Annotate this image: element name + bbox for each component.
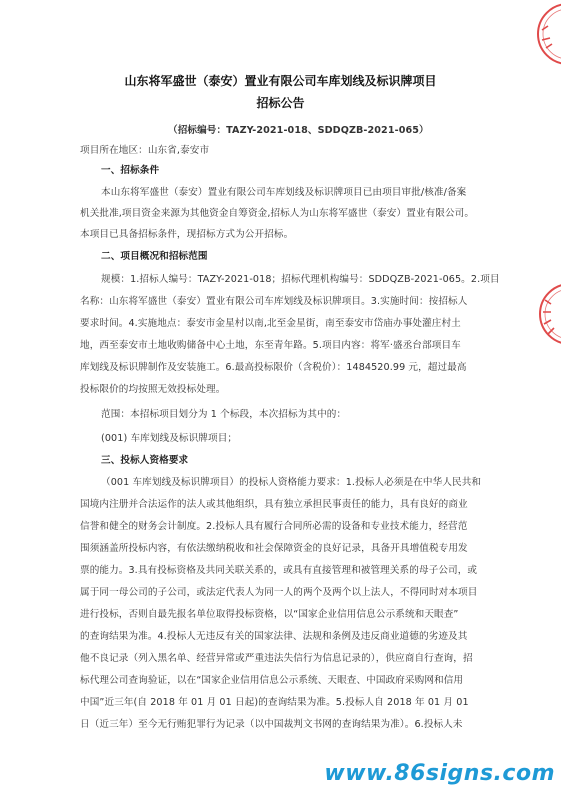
document-subtitle: 招标公告 [256, 96, 305, 110]
section3-line: 进行投标，否则自最先报名单位取得投标资格，以“国家企业信用信息公示系统和天眼查” [80, 609, 459, 620]
section2-heading: 二、项目概况和招标范围 [101, 251, 208, 262]
section3-line: 围须涵盖所投标内容，有依法缴纳税收和社会保障资金的良好记录，具备开具增值税专用发 [80, 543, 468, 554]
section3-line: 国境内注册并合法运作的法人或其他组织，具有独立承担民事责任的能力，具有良好的商业 [80, 499, 468, 510]
section3-line: 标代理公司查询验证，以在“国家企业信用信息公示系统、天眼查、中国政府采购网和信用 [80, 675, 464, 686]
section1-line: 机关批准,项目资金来源为其他资金自筹资金,招标人为山东将军盛世（泰安）置业有限公司。 [80, 208, 475, 219]
section2-line: 投标限价的均按照无效投标处理。 [80, 384, 226, 395]
section2-line: 名称：山东将军盛世（泰安）置业有限公司车库划线及标识牌项目。3.实施时间：按招标人 [80, 296, 468, 307]
section2-line: 要求时间。4.实施地点：泰安市金星村以南,北至金星街，南至泰安市岱庙办事处灌庄村土 [80, 318, 461, 329]
project-location: 项目所在地区：山东省,泰安市 [80, 145, 210, 156]
section2-line: 库划线及标识牌制作及安装施工。6.最高投标限价（含税价）：1484520.99 元，超过最高 [80, 362, 467, 373]
section3-line: 属于同一母公司的子公司，或法定代表人为同一人的两个及两个以上法人，不得同时对本项目 [80, 587, 478, 598]
seal-stamp-right [520, 282, 561, 346]
scope-line: 范围：本招标项目划分为 1 个标段，本次招标为其中的： [101, 409, 347, 420]
section1-line: 本项目已具备招标条件，现招标方式为公开招标。 [80, 229, 294, 240]
section2-line: 地，西至泰安市土地收购储备中心土地，东至青年路。5.项目内容：将军·盛丞台部项目车 [80, 340, 461, 351]
section3-line: 票的能力。3.具有投标资格及共同关联关系的，或具有直接管理和被管理关系的母子公司，或 [80, 565, 478, 576]
section3-line: 日（近三年）至今无行贿犯罪行为记录（以中国裁判文书网的查询结果为准）。6.投标人未 [80, 719, 463, 730]
document-title: 山东将军盛世（泰安）置业有限公司车库划线及标识牌项目 [124, 74, 437, 88]
bid-number: （招标编号：TAZY-2021-018、SDDQZB-2021-065） [168, 125, 429, 136]
section3-line: 中国”近三年(自 2018 年 01 月 01 日起)的查询结果为准。5.投标人自 2018 年 01 月 01 [80, 697, 469, 708]
section3-line: 信誉和健全的财务会计制度。2.投标人具有履行合同所必需的设备和专业技术能力，经营范 [80, 521, 468, 532]
section3-line: 的查询结果为准。4.投标人无违反有关的国家法律、法规和条例及违反商业道德的劣迹及其 [80, 631, 468, 642]
section3-line: （001 车库划线及标识牌项目）的投标人资格能力要求：1.投标人必须是在中华人民共和 [101, 477, 482, 488]
lot-line: (001) 车库划线及标识牌项目； [101, 433, 238, 444]
seal-stamp-top [520, 0, 561, 72]
section1-heading: 一、招标条件 [101, 165, 160, 176]
section3-line: 他不良记录（列入黑名单、经营异常或严重违法失信行为信息记录的），供应商自行查询，招 [80, 653, 473, 664]
section1-line: 本山东将军盛世（泰安）置业有限公司车库划线及标识牌项目已由项目审批/核准/备案 [101, 187, 467, 198]
section2-line: 规模：1.招标人编号：TAZY-2021-018；招标代理机构编号：SDDQZB-2021-065。2.项目 [101, 274, 500, 285]
site-watermark: www.86signs.com [324, 761, 555, 786]
section3-heading: 三、投标人资格要求 [101, 455, 189, 466]
